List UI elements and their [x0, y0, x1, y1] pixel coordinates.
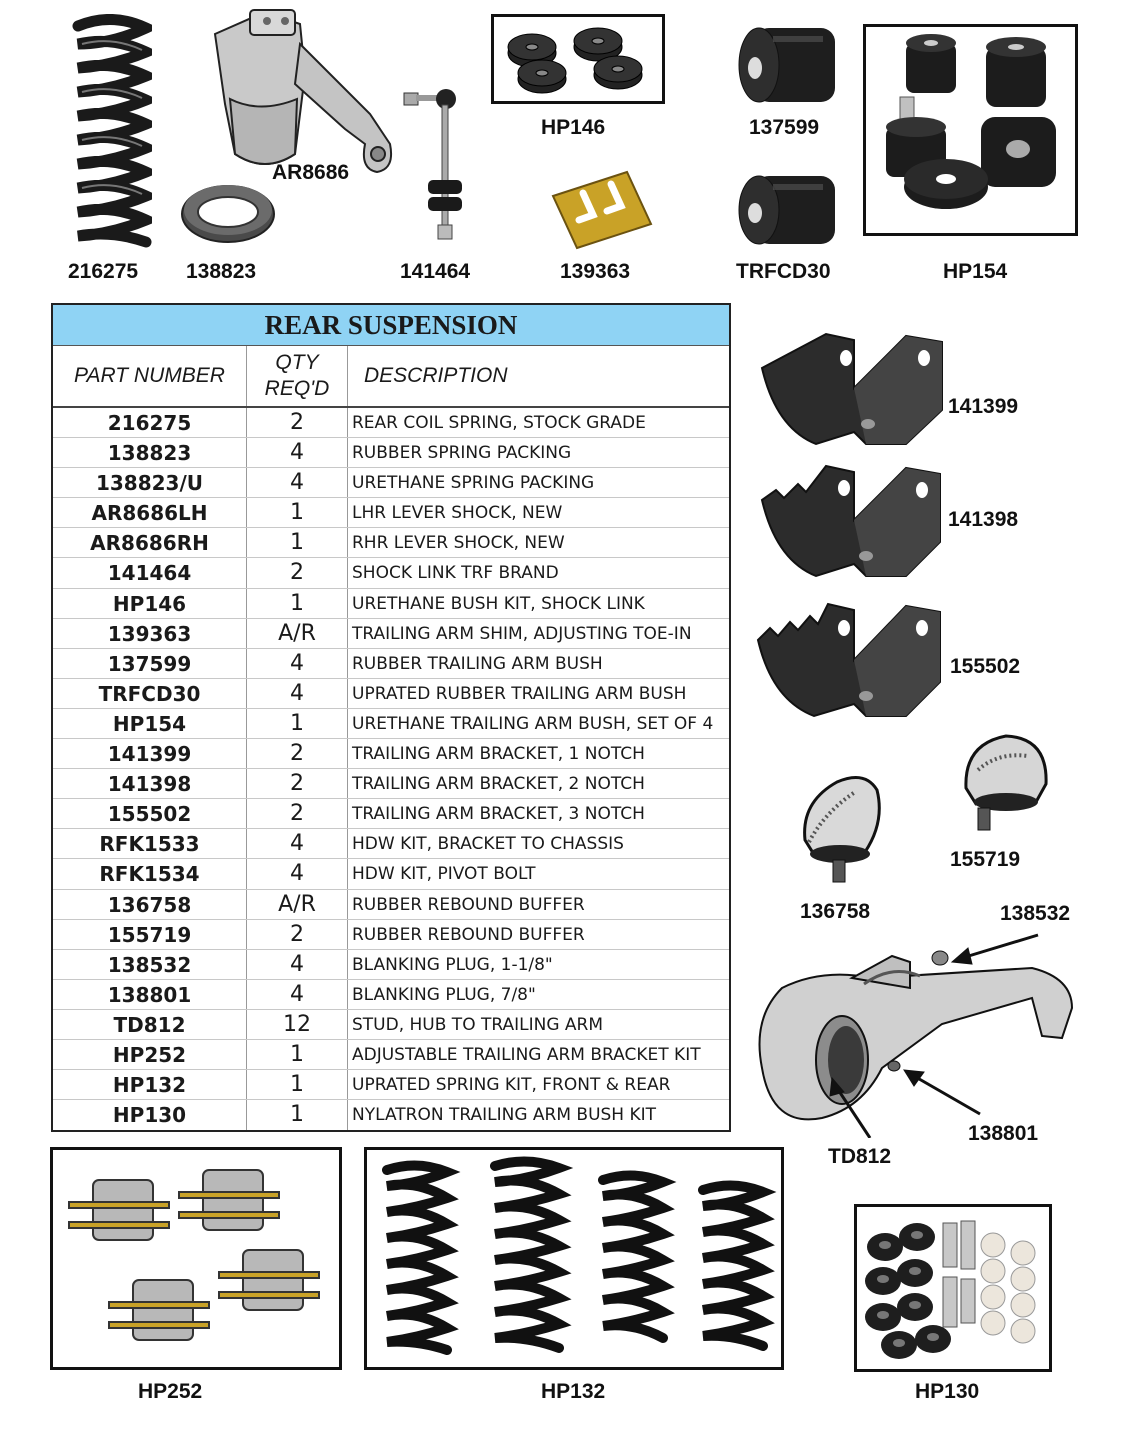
- table-row: [53, 799, 729, 829]
- cell-description: URETHANE BUSH KIT, SHOCK LINK: [352, 593, 645, 614]
- cell-qty: 4: [247, 829, 348, 858]
- cell-part-number: AR8686LH: [53, 498, 247, 527]
- table-row: [53, 438, 729, 468]
- cell-part-number: 216275: [53, 408, 247, 437]
- label-ar8686: AR8686: [272, 161, 350, 184]
- cell-qty: 4: [247, 859, 348, 888]
- label-hp252: HP252: [138, 1380, 203, 1403]
- cell-qty: 2: [247, 408, 348, 437]
- lever-shock-image: [205, 4, 405, 184]
- cell-description: STUD, HUB TO TRAILING ARM: [352, 1014, 604, 1035]
- cell-part-number: 155502: [53, 799, 247, 828]
- uprated-spring-kit-image: [367, 1150, 781, 1367]
- table-row: [53, 1100, 729, 1130]
- hp146-frame: [491, 14, 665, 104]
- cell-description: RHR LEVER SHOCK, NEW: [352, 533, 565, 554]
- cell-part-number: HP154: [53, 709, 247, 738]
- trailing-arm-shim-image: [549, 168, 653, 252]
- cell-part-number: 138823: [53, 438, 247, 467]
- table-row: [53, 890, 729, 920]
- label-hp146: HP146: [541, 116, 606, 139]
- hp154-frame: [863, 24, 1078, 236]
- cell-part-number: HP130: [53, 1100, 247, 1130]
- rubber-bush-image: [733, 22, 843, 108]
- cell-part-number: 139363: [53, 619, 247, 648]
- cell-qty: 1: [247, 1070, 348, 1099]
- cell-part-number: 138801: [53, 980, 247, 1009]
- urethane-bush-set-image: [866, 27, 1075, 233]
- label-216275: 216275: [68, 260, 139, 283]
- cell-qty: 4: [247, 649, 348, 678]
- label-141399: 141399: [948, 395, 1019, 418]
- header-part-number: PART NUMBER: [53, 346, 247, 406]
- table-row: [53, 829, 729, 859]
- table-row: [53, 619, 729, 649]
- cell-qty: A/R: [247, 619, 348, 648]
- cell-description: URETHANE SPRING PACKING: [352, 473, 595, 494]
- table-row: [53, 859, 729, 889]
- cell-qty: 2: [247, 558, 348, 587]
- bracket-3-notch-image: [752, 596, 948, 722]
- cell-qty: 2: [247, 799, 348, 828]
- cell-part-number: HP146: [53, 589, 247, 618]
- label-hp154: HP154: [943, 260, 1008, 283]
- cell-qty: 4: [247, 980, 348, 1009]
- hp132-frame: [364, 1147, 784, 1370]
- cell-qty: 4: [247, 679, 348, 708]
- cell-description: RUBBER REBOUND BUFFER: [352, 894, 585, 915]
- cell-qty: 1: [247, 498, 348, 527]
- cell-qty: 1: [247, 709, 348, 738]
- table-row: [53, 950, 729, 980]
- cell-description: HDW KIT, BRACKET TO CHASSIS: [352, 834, 624, 855]
- cell-part-number: 137599: [53, 649, 247, 678]
- bracket-1-notch-image: [756, 328, 948, 450]
- coil-spring-image: [72, 14, 152, 254]
- shock-link-image: [398, 85, 468, 245]
- table-row: [53, 739, 729, 769]
- label-155502: 155502: [950, 655, 1021, 678]
- table-header: [53, 346, 729, 408]
- cell-description: HDW KIT, PIVOT BOLT: [352, 864, 536, 885]
- table-row: [53, 1010, 729, 1040]
- cell-description: TRAILING ARM BRACKET, 1 NOTCH: [352, 744, 645, 765]
- cell-description: RUBBER TRAILING ARM BUSH: [352, 653, 603, 674]
- cell-description: TRAILING ARM BRACKET, 2 NOTCH: [352, 774, 645, 795]
- table-row: [53, 679, 729, 709]
- header-qty-line1: QTY: [275, 351, 319, 374]
- cell-description: ADJUSTABLE TRAILING ARM BRACKET KIT: [352, 1044, 701, 1065]
- label-138532: 138532: [1000, 902, 1071, 925]
- cell-qty: 1: [247, 589, 348, 618]
- cell-part-number: TRFCD30: [53, 679, 247, 708]
- cell-part-number: RFK1534: [53, 859, 247, 888]
- table-row: [53, 558, 729, 588]
- cell-part-number: 138532: [53, 950, 247, 979]
- table-row: [53, 980, 729, 1010]
- cell-part-number: AR8686RH: [53, 528, 247, 557]
- label-hp132: HP132: [541, 1380, 606, 1403]
- table-row: [53, 528, 729, 558]
- cell-qty: 4: [247, 950, 348, 979]
- urethane-bush-kit-image: [494, 17, 662, 101]
- cell-qty: 2: [247, 920, 348, 949]
- table-row: [53, 498, 729, 528]
- cell-part-number: HP252: [53, 1040, 247, 1069]
- cell-description: TRAILING ARM SHIM, ADJUSTING TOE-IN: [352, 623, 692, 644]
- rebound-buffer-155719-image: [958, 730, 1054, 840]
- label-138823: 138823: [186, 260, 257, 283]
- cell-part-number: 141398: [53, 769, 247, 798]
- label-136758: 136758: [800, 900, 871, 923]
- rear-suspension-table: [51, 303, 731, 1132]
- label-trfcd30: TRFCD30: [736, 260, 831, 283]
- bracket-2-notch-image: [756, 460, 946, 582]
- cell-qty: 4: [247, 468, 348, 497]
- cell-description: TRAILING ARM BRACKET, 3 NOTCH: [352, 804, 645, 825]
- table-row: [53, 1070, 729, 1100]
- table-row: [53, 920, 729, 950]
- table-row: [53, 649, 729, 679]
- header-qty-line2: REQ'D: [264, 377, 330, 400]
- cell-qty: 1: [247, 528, 348, 557]
- label-139363: 139363: [560, 260, 631, 283]
- rebound-buffer-136758-image: [795, 772, 885, 888]
- cell-part-number: 138823/U: [53, 468, 247, 497]
- cell-part-number: 141464: [53, 558, 247, 587]
- cell-qty: 4: [247, 438, 348, 467]
- table-row: [53, 769, 729, 799]
- cell-part-number: 155719: [53, 920, 247, 949]
- cell-description: BLANKING PLUG, 7/8": [352, 984, 536, 1005]
- label-137599: 137599: [749, 116, 820, 139]
- cell-description: LHR LEVER SHOCK, NEW: [352, 503, 563, 524]
- cell-qty: 2: [247, 739, 348, 768]
- cell-qty: 1: [247, 1040, 348, 1069]
- spring-packing-image: [180, 180, 276, 244]
- table-row: [53, 709, 729, 739]
- cell-description: RUBBER SPRING PACKING: [352, 443, 572, 464]
- label-141464: 141464: [400, 260, 471, 283]
- cell-description: SHOCK LINK TRF BRAND: [352, 563, 559, 584]
- cell-part-number: TD812: [53, 1010, 247, 1039]
- cell-description: RUBBER REBOUND BUFFER: [352, 924, 585, 945]
- cell-description: UPRATED SPRING KIT, FRONT & REAR: [352, 1075, 671, 1096]
- header-description: DESCRIPTION: [364, 364, 508, 387]
- cell-part-number: 136758: [53, 890, 247, 919]
- cell-description: URETHANE TRAILING ARM BUSH, SET OF 4: [352, 713, 714, 734]
- cell-description: BLANKING PLUG, 1-1/8": [352, 954, 553, 975]
- trailing-arm-image: [742, 928, 1137, 1138]
- cell-qty: A/R: [247, 890, 348, 919]
- label-hp130: HP130: [915, 1380, 980, 1403]
- cell-part-number: HP132: [53, 1070, 247, 1099]
- cell-qty: 2: [247, 769, 348, 798]
- cell-description: UPRATED RUBBER TRAILING ARM BUSH: [352, 683, 687, 704]
- label-td812: TD812: [828, 1145, 892, 1168]
- table-row: [53, 1040, 729, 1070]
- table-row: [53, 408, 729, 438]
- cell-qty: 12: [247, 1010, 348, 1039]
- cell-description: REAR COIL SPRING, STOCK GRADE: [352, 413, 646, 433]
- table-body: [53, 408, 729, 1130]
- label-138801: 138801: [968, 1122, 1039, 1145]
- label-141398: 141398: [948, 508, 1019, 531]
- adjustable-bracket-kit-image: [53, 1150, 339, 1367]
- hp252-frame: [50, 1147, 342, 1370]
- cell-description: NYLATRON TRAILING ARM BUSH KIT: [352, 1105, 657, 1126]
- label-155719: 155719: [950, 848, 1021, 871]
- table-row: [53, 468, 729, 498]
- cell-qty: 1: [247, 1100, 348, 1130]
- header-qty: [247, 346, 348, 406]
- table-row: [53, 589, 729, 619]
- nylatron-bush-kit-image: [857, 1207, 1049, 1369]
- cell-part-number: 141399: [53, 739, 247, 768]
- hp130-frame: [854, 1204, 1052, 1372]
- uprated-bush-image: [733, 170, 843, 250]
- table-title: REAR SUSPENSION: [53, 305, 729, 346]
- cell-part-number: RFK1533: [53, 829, 247, 858]
